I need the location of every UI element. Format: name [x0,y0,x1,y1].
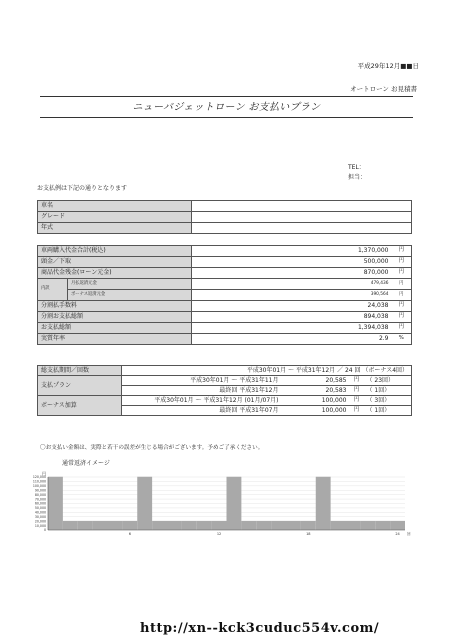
amount-value: 500,000 [192,257,392,268]
bonus-period: 平成30年01月 〜 平成31年12月 (01月/07月) [122,396,282,406]
table-row [38,279,412,290]
disclaimer-note: 〇お支払い金額は、実際と若干の誤差が生じる場合がございます。予めご了承ください。 [40,445,264,451]
y-tick-label: 90,000 [34,488,46,493]
title-top-rule [40,96,413,97]
bonus-unit: 円 [350,396,364,406]
tel-label: TEL： [348,164,365,171]
y-tick-label: 20,000 [34,519,46,524]
schedule-table [37,365,412,416]
amount-value: 1,370,000 [192,246,392,257]
breakdown-item-unit: 円 [392,290,412,301]
bonus-period: 最終回 平成31年07月 [122,406,282,416]
bar [137,477,152,530]
amount-label: 分割払手数料 [38,301,192,312]
bonus-amount: 100,000 [282,406,350,416]
amount-unit: % [392,334,412,345]
document-type: オートローン お見積書 [350,85,417,93]
bar [48,477,63,530]
breakdown-item-label: 月払返済元金 [68,279,192,290]
amount-label: 頭金／下取 [38,257,192,268]
amount-value: 894,038 [192,312,392,323]
amount-value: 870,000 [192,268,392,279]
y-tick-label: 120,000 [32,475,46,480]
amount-unit: 円 [392,257,412,268]
bar [197,521,212,530]
period-label: 総支払期間／回数 [38,366,122,376]
plan-period: 平成30年01月 〜 平成31年11月 [122,376,282,386]
plan-period: 最終回 平成31年12月 [122,386,282,396]
amount-unit: 円 [392,301,412,312]
bar [63,521,78,530]
period-value: 平成30年01月 〜 平成31年12月 ／ 24 回 （ボーナス4回） [122,366,412,376]
table-row [38,268,412,279]
x-tick-label: 12 [216,532,222,536]
plan-amount: 20,585 [282,376,350,386]
table-row [38,376,412,386]
y-tick-label: 60,000 [34,501,46,506]
y-tick-label: 30,000 [34,514,46,519]
bar [346,521,361,530]
table-row [38,212,412,223]
bonus-label: ボーナス加算 [38,396,122,416]
bonus-count: （ 1回） [364,406,412,416]
bar [286,521,301,530]
amount-label: 分割お支払総額 [38,312,192,323]
amount-label: 車両購入代金合計(税込) [38,246,192,257]
vehicle-name-value [192,201,412,212]
x-axis-unit: 回 [407,532,411,536]
table-row [38,301,412,312]
table-row [38,257,412,268]
document-date: 平成29年12月■■日 [357,62,419,70]
breakdown-item-unit: 円 [392,279,412,290]
x-tick-label: 18 [306,532,311,536]
y-tick-label: 70,000 [34,497,46,502]
table-row [38,334,412,345]
plan-count: （ 1回） [364,386,412,396]
amount-unit: 円 [392,268,412,279]
breakdown-item-value: 390,564 [192,290,392,301]
table-row [38,246,412,257]
bar [316,477,331,530]
bar [360,521,375,530]
table-row [38,323,412,334]
breakdown-label: 内訳 [38,279,68,301]
chart-title: 通常返済イメージ [62,460,110,467]
plan-amount: 20,583 [282,386,350,396]
bar [271,521,286,530]
bonus-unit: 円 [350,406,364,416]
intro-text: お支払例は下記の通りとなります [37,185,128,192]
bonus-count: （ 3回） [364,396,412,406]
y-tick-label: 110,000 [32,479,46,484]
x-tick-label: 6 [128,532,131,536]
amount-unit: 円 [392,312,412,323]
table-row [38,396,412,406]
bar [122,521,137,530]
plan-unit: 円 [350,386,364,396]
bar [182,521,197,530]
bar [375,521,390,530]
y-tick-label: 50,000 [34,506,46,511]
bar [227,477,242,530]
breakdown-item-value: 479,436 [192,279,392,290]
y-tick-label: 40,000 [34,510,46,515]
vehicle-grade-label: グレード [38,212,192,223]
bar [241,521,256,530]
vehicle-year-label: 年式 [38,223,192,234]
table-row [38,312,412,323]
bar [212,521,227,530]
amount-unit: 円 [392,323,412,334]
table-row [38,223,412,234]
table-row [38,366,412,376]
staff-label: 担当： [348,174,367,181]
bar [256,521,271,530]
bar [152,521,167,530]
bar [108,521,123,530]
bar [167,521,182,530]
bar [331,521,346,530]
bar [93,521,108,530]
bar [390,521,405,530]
vehicle-table [37,200,412,234]
plan-unit: 円 [350,376,364,386]
amount-label: 商品代金残金(ローン元金) [38,268,192,279]
y-axis-label: 円 [42,471,46,476]
repayment-chart [28,468,413,538]
y-tick-label: 80,000 [34,492,46,497]
y-tick-label: 0 [43,528,46,533]
bonus-amount: 100,000 [282,396,350,406]
breakdown-item-label: ボーナス返済元金 [68,290,192,301]
amount-label: 実質年率 [38,334,192,345]
bar [78,521,93,530]
amount-value: 1,394,038 [192,323,392,334]
y-tick-label: 100,000 [32,484,46,489]
plan-count: （ 23回） [364,376,412,386]
plan-label: 支払プラン [38,376,122,396]
amount-value: 2.9 [192,334,392,345]
table-row [38,290,412,301]
page-title: ニューバジェットローン お支払いプラン [132,102,321,113]
amounts-table [37,245,412,345]
amount-value: 24,038 [192,301,392,312]
amount-unit: 円 [392,246,412,257]
vehicle-year-value [192,223,412,234]
vehicle-name-label: 車名 [38,201,192,212]
x-tick-label: 24 [395,532,400,536]
y-tick-label: 10,000 [34,523,46,528]
table-row [38,201,412,212]
footer-url: http://xn--kck3cuduc554v.com/ [140,621,380,636]
bar [301,521,316,530]
amount-label: お支払総額 [38,323,192,334]
title-bottom-rule [40,117,413,118]
vehicle-grade-value [192,212,412,223]
